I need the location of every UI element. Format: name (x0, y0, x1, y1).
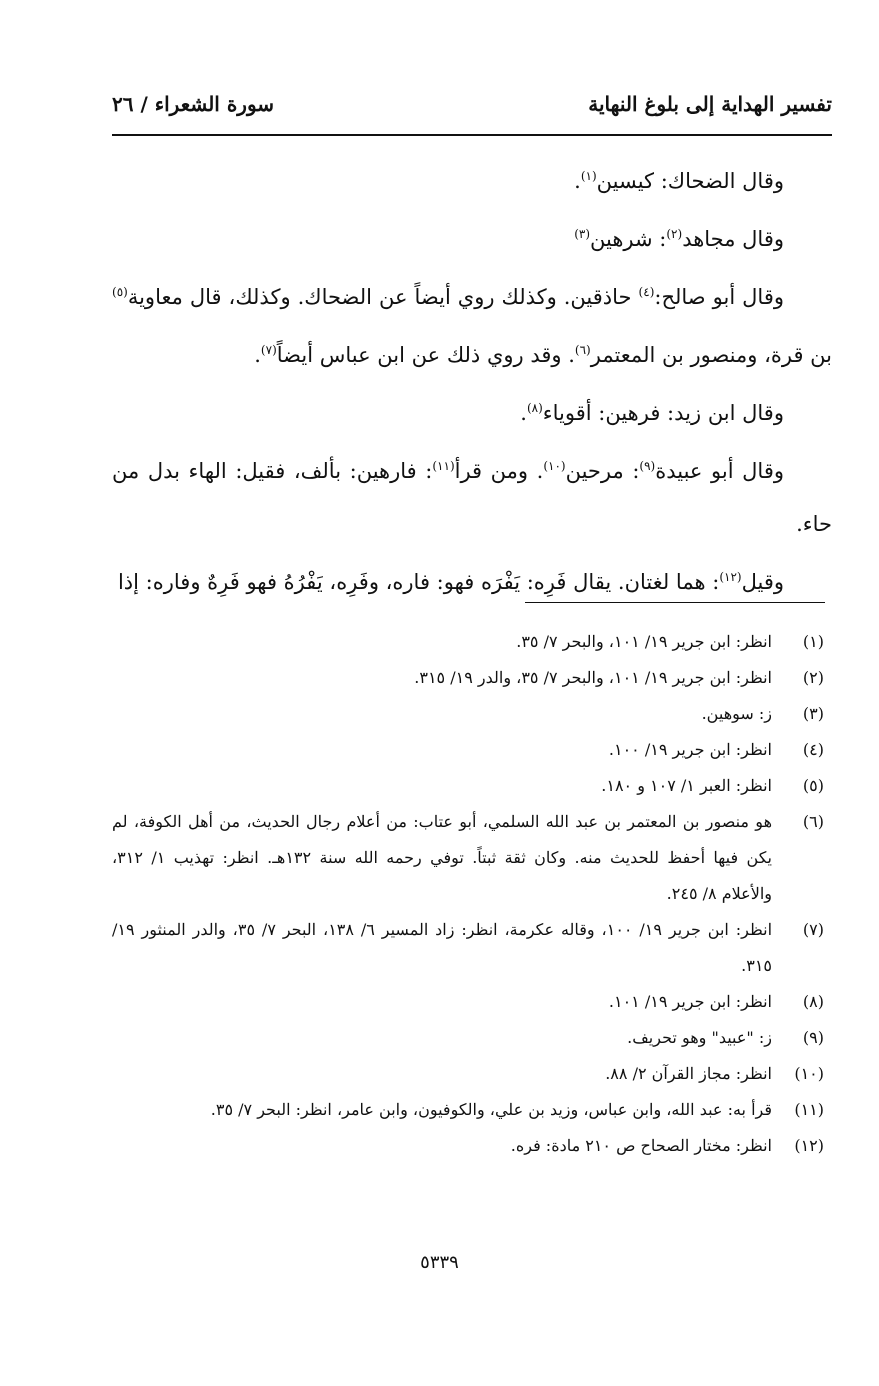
footnote-ref: (١٠) (543, 459, 566, 473)
paragraph: وقال مجاهد$^{(٢)}$: شرهين$^{(٣)}$ (574, 227, 784, 251)
footnote-ref: (٦) (574, 343, 591, 357)
paragraph: وقال ابن زيد: فرهين: أقوياء$^{(٨)}$. (520, 401, 784, 425)
footnote-ref: (٥) (112, 285, 128, 299)
footnote-ref: (١٢) (719, 570, 742, 584)
main-text (112, 150, 832, 609)
footnote: (٧) انظر: ابن جرير ١٩/ ١٠٠، وقاله عكرمة، انظر: زاد المسير ٦/ ١٣٨، البحر ٧/ ٣٥، والدر المنثور ١٩/ ٣١٥. (112, 920, 824, 975)
footnote: (١١) قرأ به: عبد الله، وابن عباس، وزيد بن علي، والكوفيون، وابن عامر، انظر: البحر ٧/ ٣٥. (210, 1100, 824, 1119)
footnote: (٢) انظر: ابن جرير ١٩/ ١٠١، والبحر ٧/ ٣٥، والدر ١٩/ ٣١٥. (414, 668, 824, 687)
paragraph: وقيل$^{(١٢)}$: هما لغتان. يقال فَرِه: يَفْرَه فهو: فاره، وفَرِه، يَفْرُهُ فهو فَرِهٌ وفاره: إذا (117, 570, 784, 594)
footnote-ref: (٨) (526, 401, 543, 415)
header-rule (112, 134, 832, 136)
footnote: (٦) هو منصور بن المعتمر بن عبد الله السلمي، أبو عتاب: من أعلام رجال الحديث، من أهل الكوفة، لم يكن فيها أحفظ للحديث منه. وكان ثقة ثبتاً. توفي رحمه الله سنة ١٣٢هـ. انظر: تهذيب ١/ ٣١٢، والأعلام ٨/ ٢٤٥. (112, 812, 824, 903)
footnote: (٥) انظر: العبر ١/ ١٠٧ و ١٨٠. (601, 776, 824, 795)
footnote-ref: (٩) (639, 459, 656, 473)
footnote: (١) انظر: ابن جرير ١٩/ ١٠١، والبحر ٧/ ٣٥. (516, 632, 824, 651)
footnotes (112, 624, 834, 1164)
paragraph: وقال أبو عبيدة$^{(٩)}$: مرحين$^{(١٠)}$. ومن قرأ$^{(١١)}$: فارهين: بألف، فقيل: الهاء بدل من حاء. (112, 459, 832, 536)
footnote: (١٠) انظر: مجاز القرآن ٢/ ٨٨. (605, 1064, 824, 1083)
surah-label: سورة الشعراء / ٢٦ (112, 92, 275, 116)
footnote: (٩) ز: "عبيد" وهو تحريف. (627, 1028, 824, 1047)
footnote-separator (525, 602, 825, 603)
running-header (112, 92, 832, 128)
footnote-ref: (١١) (432, 459, 455, 473)
footnote: (١٢) انظر: مختار الصحاح ص ٢١٠ مادة: فره. (510, 1136, 824, 1155)
footnote: (٨) انظر: ابن جرير ١٩/ ١٠١. (608, 992, 824, 1011)
footnote-ref: (٢) (666, 227, 683, 241)
footnote-ref: (١) (580, 169, 597, 183)
footnote-ref: (٤) (638, 285, 655, 299)
footnote-ref: (٧) (260, 343, 277, 357)
footnote: (٤) انظر: ابن جرير ١٩/ ١٠٠. (608, 740, 824, 759)
footnote: (٣) ز: سوهين. (701, 704, 824, 723)
footnote-ref: (٣) (574, 227, 591, 241)
paragraph: وقال الضحاك: كيسين$^{(١)}$. (574, 169, 784, 193)
page-number: ٥٣٣٩ (420, 1252, 459, 1273)
book-title: تفسير الهداية إلى بلوغ النهاية (588, 92, 832, 116)
paragraph: وقال أبو صالح:$^{(٤)}$ حاذقين. وكذلك روي أيضاً عن الضحاك. وكذلك، قال معاوية$^{(٥)}$ بن قرة، ومنصور بن المعتمر$^{(٦)}$. وقد روي ذلك عن ابن عباس أيضاً$^{(٧)}$. (112, 285, 832, 367)
